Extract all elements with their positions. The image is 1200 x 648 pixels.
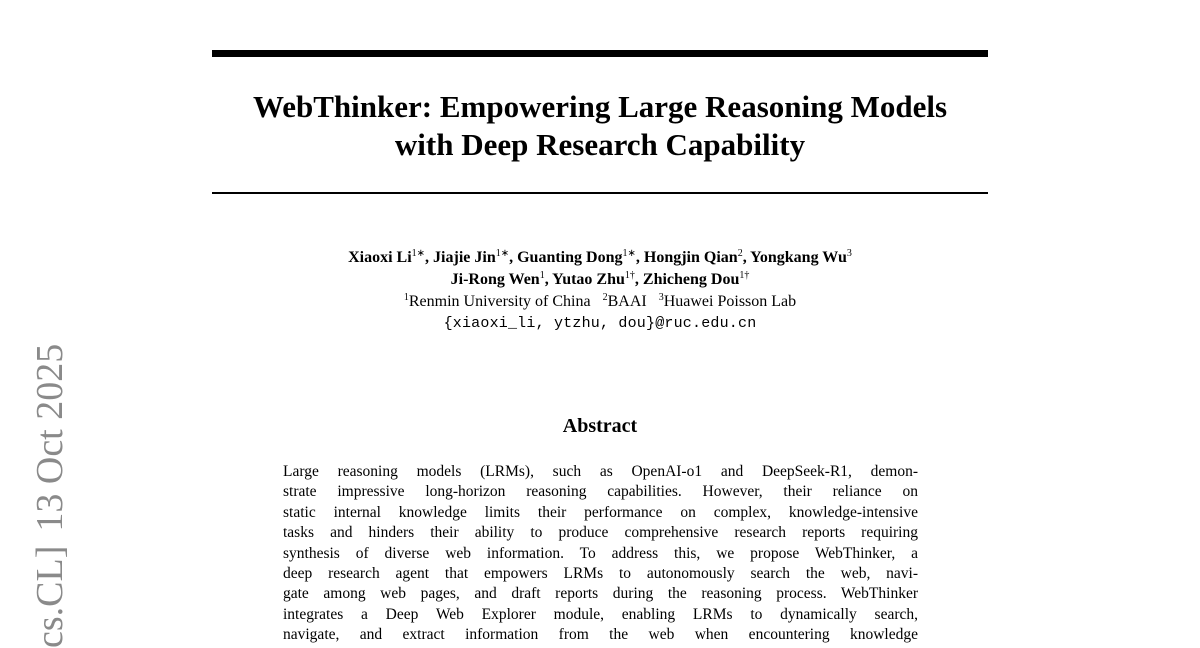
- affiliations: [212, 291, 988, 313]
- abstract-line: integrates a Deep Web Explorer module, enabling LRMs to dynamically search,: [283, 605, 918, 623]
- abstract-line: static internal knowledge limits their performance on complex, knowledge-intensive: [283, 503, 918, 521]
- title-line-2: with Deep Research Capability: [394, 127, 806, 162]
- author-name: Ji-Rong Wen$^1$,: [450, 270, 553, 288]
- arxiv-stamp: [26, 228, 76, 648]
- abstract-line: strate impressive long-horizon reasoning capabilities. However, their reliance on: [283, 483, 918, 501]
- author-emails: {xiaoxi_li, ytzhu, dou}@ruc.edu.cn: [443, 315, 757, 332]
- author-name: Hongjin Qian$^2$,: [643, 248, 751, 266]
- author-name: Guanting Dong$^{1∗}$,: [517, 248, 644, 266]
- authors-line-2: [212, 269, 988, 291]
- affiliation: $^1$Renmin University of China: [403, 292, 591, 310]
- abstract-line: gate among web pages, and draft reports during the reasoning process. WebThinker: [283, 585, 918, 603]
- abstract-heading: Abstract: [562, 415, 638, 437]
- abstract-line: Large reasoning models (LRMs), such as OpenAI-o1 and DeepSeek-R1, demon-: [283, 463, 918, 480]
- abstract-body: [283, 462, 918, 646]
- title-bottom-rule: [212, 192, 988, 194]
- author-name: Yongkang Wu$^3$: [750, 248, 852, 266]
- abstract-line: tasks and hinders their ability to produce comprehensive research reports requiring: [283, 524, 918, 542]
- abstract-line: deep research agent that empowers LRMs to autonomously search the web, navi-: [283, 565, 918, 583]
- author-name: Yutao Zhu$^{1\dagger}$,: [552, 270, 643, 288]
- affiliation: $^2$BAAI: [602, 292, 647, 310]
- author-name: Xiaoxi $Li^{1∗}$,: [348, 248, 434, 266]
- authors-line-1: [212, 247, 988, 269]
- paper-title: [212, 88, 988, 164]
- arxiv-category: cs.CL]: [29, 545, 71, 648]
- author-block: [212, 247, 988, 335]
- title-top-rule: [212, 50, 988, 57]
- abstract-line: synthesis of diverse web information. To address this, we propose WebThinker, a: [283, 544, 918, 562]
- abstract-line: navigate, and extract information from the web when encountering knowledge: [283, 626, 918, 644]
- title-line-1: WebThinker: Empowering Large Reasoning Models: [252, 89, 948, 124]
- author-name: Zhicheng Dou$^{1\dagger}$: [642, 270, 750, 288]
- affiliation: $^3$Huawei Poisson Lab: [658, 292, 797, 310]
- arxiv-date: 13 Oct 2025: [29, 343, 71, 532]
- author-name: Jiajie Jin$^{1∗}$,: [433, 248, 518, 266]
